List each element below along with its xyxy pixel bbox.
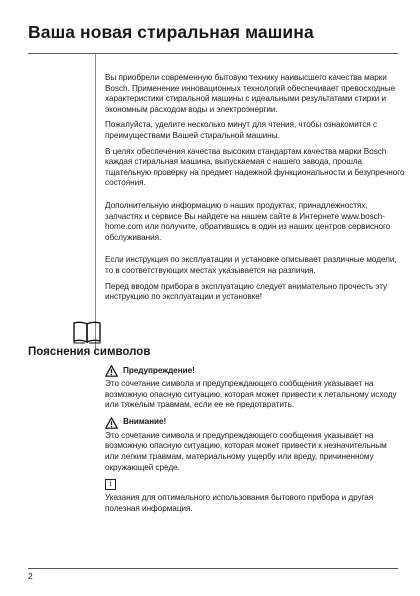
intro-paragraph: Перед вводом прибора в эксплуатацию следует внимательно прочесть эту инструкцию по эксплуатации и установке! [105, 281, 388, 302]
footer-rule [28, 568, 398, 569]
intro-paragraph: Если инструкция по эксплуатации и установке описывает различные модели, то в соответствующих местах указывается на различия. [105, 255, 397, 275]
intro-paragraph: Пожалуйста, уделите несколько минут для чтения, чтобы ознакомится с преимуществами Вашей стиральной машины. [105, 120, 378, 140]
warning-triangle-icon [105, 417, 118, 429]
warning-heading [105, 365, 397, 377]
page-number: 2 [28, 571, 33, 581]
intro-paragraph: Вы приобрели современную бытовую технику наивысшего качества марки Bosch. Применение инновационных технологий обеспечивает превосходные характеристики стиральной машины с идеальными результатами стирки и экономным расходом воды и электроэнергии. [105, 73, 396, 114]
warning-label: Предупреждение! [123, 365, 195, 375]
book-icon [72, 320, 102, 344]
intro-paragraph: Дополнительную информацию о наших продуктах, принадлежностях, запчастях и сервисе Вы найдете на нашем сайте в Интернете www.bosch-home.com или получите, обратившись в один из наших центров сервисного обслуживания. [105, 200, 391, 242]
column-divider [95, 53, 96, 349]
info-icon: i [105, 479, 116, 490]
section-title: Пояснения символов [28, 346, 151, 358]
warning-text: Это сочетание символа и предупреждающего сообщения указывает на возможную опасную ситуацию, которая может привести к летальному исходу или тяжелым травмам, если ее не предотвратить. [105, 379, 397, 410]
title-rule [28, 53, 398, 54]
page-title: Ваша новая стиральная машина [28, 22, 314, 42]
intro-text [105, 73, 405, 308]
caution-text: Это сочетание символа и предупреждающего сообщения указывает на возможную опасную ситуацию, которая может привести к незначительным или легким травмам, материальному ущербу или вреду, причиненному окружающей среде. [105, 430, 387, 472]
caution-heading [105, 417, 397, 429]
warning-triangle-icon [105, 365, 118, 377]
intro-paragraph: В целях обеспечения качества высоким стандартам качества марки Bosch каждая стиральная машина, выпускаемая с нашего завода, прошла тщательную проверку на предмет надежной функциональности и безупречного состояния. [105, 146, 405, 188]
symbols-list [105, 365, 397, 520]
info-text: Указания для оптимального использования бытового прибора и другая полезная информация. [105, 493, 374, 513]
caution-label: Внимание! [123, 417, 167, 427]
